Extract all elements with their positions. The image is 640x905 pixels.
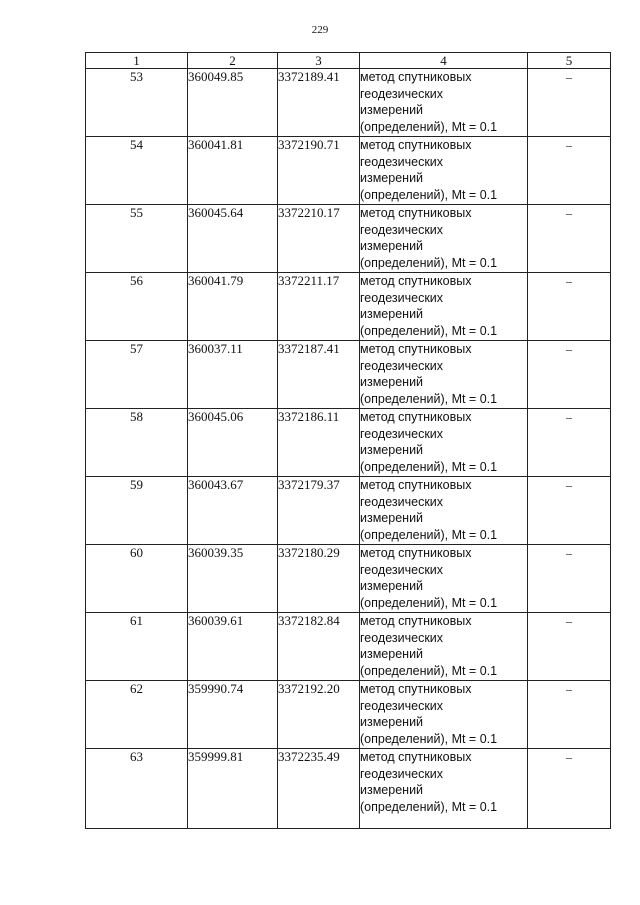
- method-description: [360, 477, 528, 545]
- method-line: метод спутниковых: [360, 70, 472, 84]
- y-coordinate: 3372210.17: [278, 205, 360, 273]
- x-coordinate: 360043.67: [188, 477, 278, 545]
- method-line: геодезических: [360, 86, 444, 101]
- method-line: (определений), Mt = 0.1: [360, 255, 498, 270]
- point-number: 62: [86, 681, 188, 749]
- method-line: геодезических: [360, 290, 444, 305]
- method-description: [360, 137, 528, 205]
- table-row: [86, 409, 611, 477]
- coordinates-table: [85, 52, 611, 829]
- method-description: [360, 69, 528, 137]
- column-5-value: –: [528, 205, 611, 273]
- method-line: измерений: [360, 511, 424, 525]
- method-line: (определений), Mt = 0.1: [360, 391, 498, 406]
- point-number: 55: [86, 205, 188, 273]
- point-number: 59: [86, 477, 188, 545]
- y-coordinate: 3372211.17: [278, 273, 360, 341]
- method-line: геодезических: [360, 222, 444, 237]
- y-coordinate: 3372235.49: [278, 749, 360, 829]
- method-line: измерений: [360, 783, 424, 797]
- method-line: измерений: [360, 647, 424, 661]
- method-line: (определений), Mt = 0.1: [360, 323, 498, 338]
- table-row: [86, 613, 611, 681]
- method-description: [360, 409, 528, 477]
- method-line: метод спутниковых: [360, 138, 472, 152]
- x-coordinate: 360045.06: [188, 409, 278, 477]
- method-line: (определений), Mt = 0.1: [360, 799, 498, 814]
- point-number: 61: [86, 613, 188, 681]
- method-line: (определений), Mt = 0.1: [360, 595, 498, 610]
- method-description: [360, 613, 528, 681]
- method-description: [360, 545, 528, 613]
- x-coordinate: 360049.85: [188, 69, 278, 137]
- table-body: [86, 69, 611, 829]
- method-line: (определений), Mt = 0.1: [360, 119, 498, 134]
- method-description: [360, 205, 528, 273]
- point-number: 53: [86, 69, 188, 137]
- method-line: измерений: [360, 103, 424, 117]
- column-header-5: 5: [528, 53, 611, 69]
- point-number: 57: [86, 341, 188, 409]
- method-line: метод спутниковых: [360, 410, 472, 424]
- point-number: 63: [86, 749, 188, 829]
- method-line: метод спутниковых: [360, 546, 472, 560]
- y-coordinate: 3372179.37: [278, 477, 360, 545]
- method-line: измерений: [360, 239, 424, 253]
- method-description: [360, 749, 528, 829]
- method-line: (определений), Mt = 0.1: [360, 459, 498, 474]
- y-coordinate: 3372192.20: [278, 681, 360, 749]
- column-5-value: –: [528, 545, 611, 613]
- table-row: [86, 273, 611, 341]
- method-line: геодезических: [360, 154, 444, 169]
- method-line: метод спутниковых: [360, 682, 472, 696]
- method-line: метод спутниковых: [360, 478, 472, 492]
- x-coordinate: 360039.61: [188, 613, 278, 681]
- method-description: [360, 681, 528, 749]
- y-coordinate: 3372189.41: [278, 69, 360, 137]
- y-coordinate: 3372186.11: [278, 409, 360, 477]
- method-line: (определений), Mt = 0.1: [360, 663, 498, 678]
- method-description: [360, 341, 528, 409]
- column-5-value: –: [528, 749, 611, 829]
- point-number: 60: [86, 545, 188, 613]
- table-row: [86, 205, 611, 273]
- column-header-1: 1: [86, 53, 188, 69]
- column-5-value: –: [528, 69, 611, 137]
- column-header-3: 3: [278, 53, 360, 69]
- method-line: геодезических: [360, 698, 444, 713]
- table-row: [86, 341, 611, 409]
- method-line: метод спутниковых: [360, 614, 472, 628]
- column-5-value: –: [528, 409, 611, 477]
- y-coordinate: 3372187.41: [278, 341, 360, 409]
- column-header-4: 4: [360, 53, 528, 69]
- table-row: [86, 545, 611, 613]
- method-line: (определений), Mt = 0.1: [360, 187, 498, 202]
- column-5-value: –: [528, 613, 611, 681]
- x-coordinate: 360041.79: [188, 273, 278, 341]
- method-line: метод спутниковых: [360, 206, 472, 220]
- method-line: измерений: [360, 443, 424, 457]
- page-number: 229: [311, 24, 329, 36]
- method-line: измерений: [360, 375, 424, 389]
- method-line: геодезических: [360, 494, 444, 509]
- table-row: [86, 137, 611, 205]
- column-5-value: –: [528, 273, 611, 341]
- x-coordinate: 359990.74: [188, 681, 278, 749]
- method-line: измерений: [360, 579, 424, 593]
- method-line: геодезических: [360, 358, 444, 373]
- x-coordinate: 360041.81: [188, 137, 278, 205]
- point-number: 54: [86, 137, 188, 205]
- method-line: метод спутниковых: [360, 342, 472, 356]
- table-row: [86, 69, 611, 137]
- column-5-value: –: [528, 341, 611, 409]
- x-coordinate: 360045.64: [188, 205, 278, 273]
- method-line: метод спутниковых: [360, 750, 472, 764]
- y-coordinate: 3372180.29: [278, 545, 360, 613]
- x-coordinate: 360037.11: [188, 341, 278, 409]
- method-line: метод спутниковых: [360, 274, 472, 288]
- column-header-2: 2: [188, 53, 278, 69]
- method-line: геодезических: [360, 766, 444, 781]
- method-line: измерений: [360, 171, 424, 185]
- method-line: геодезических: [360, 426, 444, 441]
- point-number: 58: [86, 409, 188, 477]
- method-line: геодезических: [360, 630, 444, 645]
- table-row: [86, 749, 611, 829]
- x-coordinate: 359999.81: [188, 749, 278, 829]
- table-row: [86, 477, 611, 545]
- method-line: измерений: [360, 307, 424, 321]
- column-5-value: –: [528, 137, 611, 205]
- method-line: измерений: [360, 715, 424, 729]
- x-coordinate: 360039.35: [188, 545, 278, 613]
- table-row: [86, 681, 611, 749]
- column-5-value: –: [528, 477, 611, 545]
- method-line: (определений), Mt = 0.1: [360, 731, 498, 746]
- table-header-row: [86, 53, 611, 69]
- point-number: 56: [86, 273, 188, 341]
- method-line: (определений), Mt = 0.1: [360, 527, 498, 542]
- y-coordinate: 3372182.84: [278, 613, 360, 681]
- method-line: геодезических: [360, 562, 444, 577]
- y-coordinate: 3372190.71: [278, 137, 360, 205]
- column-5-value: –: [528, 681, 611, 749]
- method-description: [360, 273, 528, 341]
